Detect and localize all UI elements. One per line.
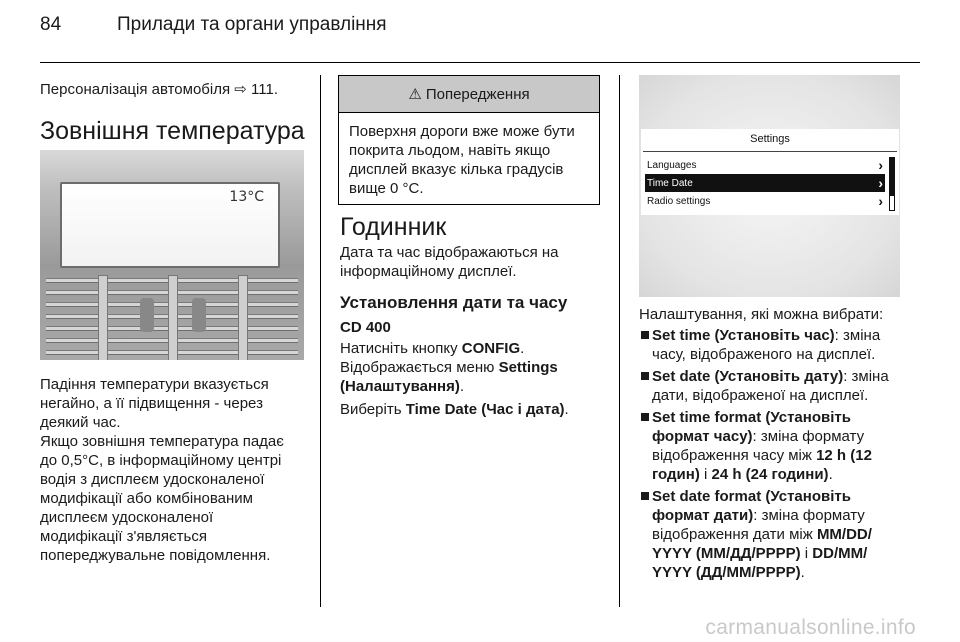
text-span: Відображається меню (340, 359, 499, 376)
text-line: дисплеєм удосконаленої (40, 509, 214, 526)
option-set-time (641, 326, 911, 364)
format-option: YYYY (ДД/ММ/РРРР) (652, 564, 801, 581)
temperature-paragraph-2 (40, 432, 318, 565)
format-option: 24 h (24 години) (711, 466, 829, 483)
menu-item-languages[interactable] (645, 156, 885, 174)
option-name: Set date (Установіть дату) (652, 368, 844, 385)
option-set-time-format (641, 408, 911, 484)
text-span: . (459, 378, 465, 395)
column-divider-left (320, 75, 321, 607)
warning-header (339, 76, 599, 113)
vent-post (238, 275, 248, 360)
text-line: дисплей вказує кілька градусів (349, 161, 564, 178)
subsection-title-set-date-time: Установлення дати та часу (340, 293, 568, 312)
text-line: водія з дисплеєм удосконаленої (40, 471, 265, 488)
chevron-right-icon: › (878, 193, 883, 209)
section-title-clock: Годинник (340, 213, 447, 241)
scrollbar-thumb[interactable] (889, 157, 895, 195)
text-span: Натисніть кнопку (340, 340, 462, 357)
text-line: Якщо зовнішня температура падає (40, 433, 284, 450)
warning-box (338, 75, 600, 205)
cross-reference (40, 80, 310, 99)
page-number: 84 (40, 14, 62, 35)
vent-post (168, 275, 178, 360)
text-span: . (564, 401, 569, 418)
text-span: . (520, 340, 525, 357)
page-title: Прилади та органи управління (117, 14, 387, 35)
page-reference-arrow-icon: ⇨ (234, 81, 247, 98)
option-name: Set date format (Установіть (652, 488, 851, 505)
text-span: : зміна (843, 368, 889, 385)
menu-title-divider (643, 151, 897, 152)
warning-icon: ⚠ (408, 86, 422, 103)
text-span: : зміна (834, 327, 881, 344)
vent-knob (140, 298, 154, 332)
menu-item-label: Languages (647, 159, 697, 171)
header-divider (40, 62, 920, 63)
format-option: YYYY (ММ/ДД/РРРР) (652, 545, 801, 562)
text-span: Виберіть (340, 401, 406, 418)
menu-item-label: Radio settings (647, 195, 711, 207)
option-name: Set time format (Установіть (652, 409, 851, 426)
text-span: часу, відображеного на дисплеї. (652, 346, 876, 363)
text-line: попереджувальне повідомлення. (40, 547, 271, 564)
text-span: і (800, 545, 813, 562)
chevron-right-icon: › (878, 175, 883, 191)
time-date-item-label: Time Date (Час і дата) (405, 401, 565, 418)
text-line: вище 0 °C. (349, 180, 424, 197)
vent-post (98, 275, 108, 360)
format-option: 12 h (12 (816, 447, 872, 464)
section-title-outside-temp: Зовнішня температура (40, 117, 305, 145)
options-intro: Налаштування, які можна вибрати: (639, 306, 884, 323)
text-line: модифікації з'являється (40, 528, 207, 545)
text-line: деякий час. (40, 414, 121, 431)
text-span: : зміна формату (753, 507, 865, 524)
text-line: до 0,5°С, в інформаційному центрі (40, 452, 282, 469)
settings-menu (641, 129, 899, 215)
warning-title: Попередження (425, 85, 530, 103)
menu-item-time-date[interactable] (645, 174, 885, 192)
vent-knob (192, 298, 206, 332)
dashboard-photo (40, 150, 304, 360)
text-span: і (699, 466, 712, 483)
instrument-display (60, 182, 280, 268)
scrollbar-track[interactable] (889, 195, 895, 211)
text-line: Поверхня дороги вже може бути (349, 123, 575, 140)
bullet-square-icon (641, 413, 649, 421)
warning-text (339, 113, 599, 207)
settings-menu-title: Settings (750, 133, 790, 145)
text-line: Дата та час відображаються на (340, 244, 559, 261)
text-line: Падіння температури вказується (40, 376, 269, 393)
text-line: інформаційному дисплеї. (340, 263, 517, 280)
text-span: відображення часу між (652, 447, 817, 464)
reference-text: Персоналізація автомобіля (40, 81, 231, 98)
text-span: відображення дати між (652, 526, 817, 543)
display-temperature: 13°C (229, 189, 264, 205)
bullet-square-icon (641, 492, 649, 500)
option-set-date (641, 367, 911, 405)
watermark: carmanualsonline.info (705, 616, 916, 639)
config-button-label: CONFIG (461, 340, 521, 357)
text-span: : зміна формату (752, 428, 865, 445)
menu-item-label: Time Date (647, 177, 693, 189)
text-span: . (800, 564, 805, 581)
format-option: MM/DD/ (816, 526, 872, 543)
model-label: CD 400 (340, 319, 391, 336)
option-set-date-format (641, 487, 911, 582)
chevron-right-icon: › (878, 157, 883, 173)
text-line: негайно, а її підвищення - через (40, 395, 263, 412)
bullet-square-icon (641, 372, 649, 380)
format-option: годин) (652, 466, 700, 483)
temperature-paragraph-1 (40, 375, 315, 432)
format-option: DD/MM/ (812, 545, 868, 562)
clock-description (340, 243, 610, 281)
menu-item-radio-settings[interactable] (645, 192, 885, 210)
bullet-square-icon (641, 331, 649, 339)
text-line: модифікації або комбінованим (40, 490, 253, 507)
text-span: . (828, 466, 833, 483)
option-name: Set time (Установіть час) (652, 327, 835, 344)
option-name: формат дати) (652, 507, 754, 524)
option-name: формат часу) (652, 428, 753, 445)
settings-menu-translation: (Налаштування) (340, 378, 460, 395)
reference-page[interactable]: 111. (251, 81, 278, 98)
settings-menu-label: Settings (498, 359, 558, 376)
text-span: дати, відображеної на дисплеї. (652, 387, 869, 404)
text-line: покрита льодом, навіть якщо (349, 142, 551, 159)
step-press-config (340, 339, 615, 396)
step-select-time-date (340, 400, 615, 419)
column-divider-right (619, 75, 620, 607)
settings-screen-image (639, 75, 900, 297)
